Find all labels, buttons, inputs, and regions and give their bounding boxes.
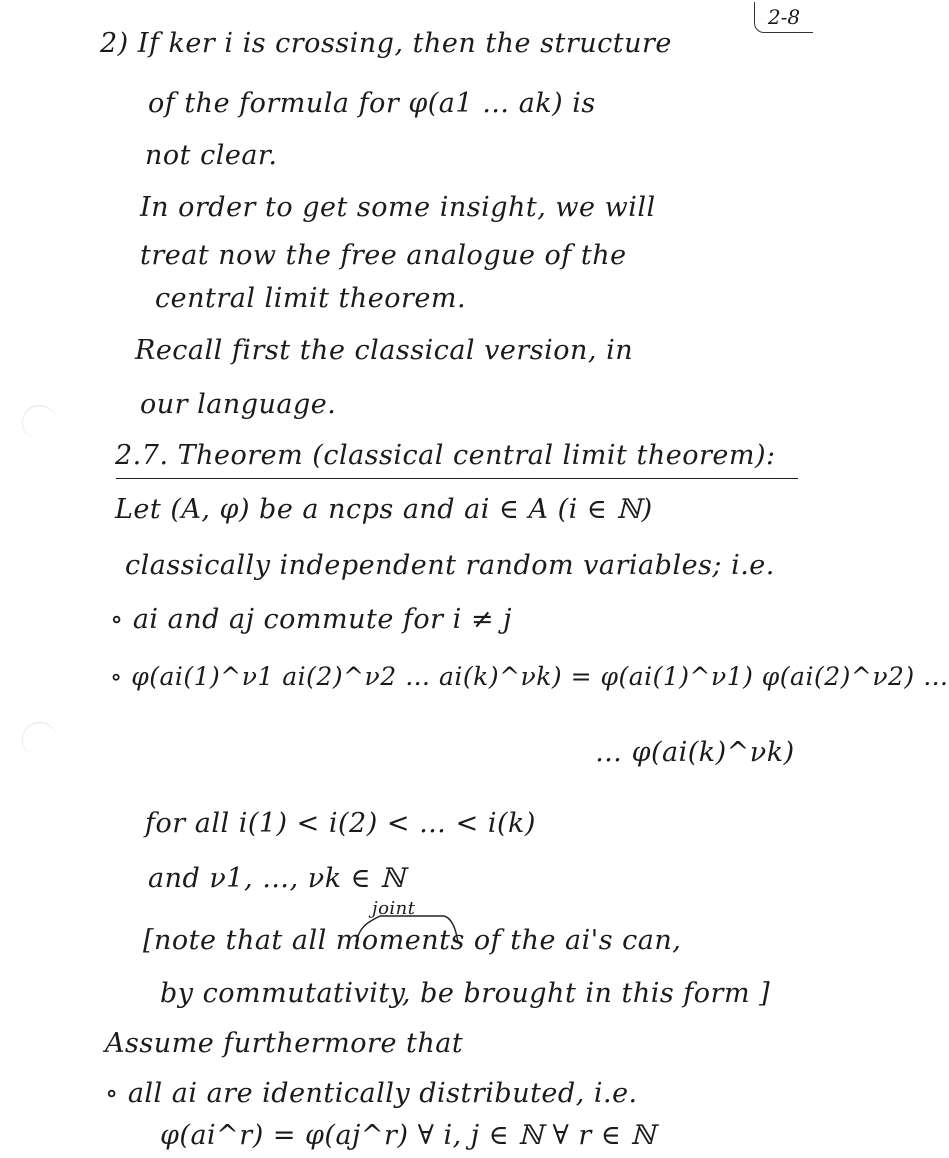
line-16: and ν1, …, νk ∈ ℕ xyxy=(148,863,406,894)
line-8: our language. xyxy=(140,389,337,420)
page-number: 2-8 xyxy=(754,2,813,33)
line-15: for all i(1) < i(2) < … < i(k) xyxy=(145,808,536,839)
line-21: φ(ai^r) = φ(aj^r) ∀ i, j ∈ ℕ ∀ r ∈ ℕ xyxy=(160,1120,656,1151)
line-20: ∘ all ai are identically distributed, i.e. xyxy=(105,1078,638,1109)
line-11: classically independent random variables; i.e. xyxy=(125,550,775,581)
line-13-formula: ∘ φ(ai(1)^ν1 ai(2)^ν2 … ai(k)^νk) = φ(ai(1)^ν1) φ(ai(2)^ν2) … xyxy=(110,662,949,691)
line-1: 2) If ker i is crossing, then the structure xyxy=(100,28,672,59)
line-12: ∘ ai and aj commute for i ≠ j xyxy=(110,604,512,635)
line-6: central limit theorem. xyxy=(155,283,467,314)
line-5: treat now the free analogue of the xyxy=(140,240,627,271)
punch-hole xyxy=(22,722,57,757)
insertion-joint: joint xyxy=(372,898,416,919)
line-4: In order to get some insight, we will xyxy=(140,192,656,223)
line-14-formula: … φ(ai(k)^νk) xyxy=(595,737,795,768)
line-2: of the formula for φ(a1 … ak) is xyxy=(148,88,596,119)
theorem-heading: 2.7. Theorem (classical central limit theorem): xyxy=(115,440,776,471)
line-19: Assume furthermore that xyxy=(105,1028,464,1059)
punch-hole xyxy=(22,405,57,440)
line-18: by commutativity, be brought in this form ] xyxy=(160,978,771,1009)
heading-underline xyxy=(116,478,798,479)
line-17: [note that all moments of the ai's can, xyxy=(143,925,682,956)
line-10: Let (A, φ) be a ncps and ai ∈ A (i ∈ ℕ) xyxy=(115,494,653,525)
line-3: not clear. xyxy=(145,140,278,171)
line-7: Recall first the classical version, in xyxy=(135,335,634,366)
